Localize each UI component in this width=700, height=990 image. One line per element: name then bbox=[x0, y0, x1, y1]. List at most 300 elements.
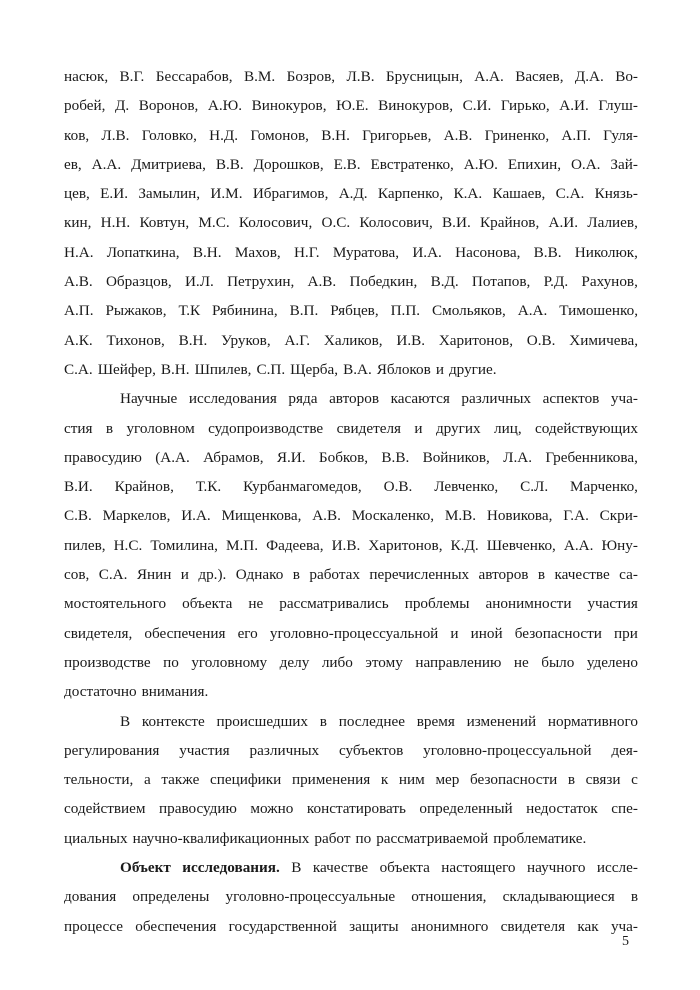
word: и bbox=[180, 566, 189, 584]
word: по bbox=[163, 653, 179, 671]
word: С.Л. bbox=[520, 478, 549, 496]
word: сов, bbox=[64, 566, 90, 584]
word: недостаток bbox=[526, 800, 598, 818]
word: Воронов, bbox=[138, 97, 199, 115]
text-line bbox=[64, 794, 638, 823]
word: Николюк, bbox=[574, 243, 638, 261]
word: А.А. bbox=[91, 155, 122, 173]
word: Научные bbox=[120, 390, 178, 408]
text-line bbox=[64, 267, 638, 296]
word: С.И. bbox=[462, 97, 492, 115]
word: И.М. bbox=[210, 185, 243, 203]
word: в bbox=[105, 419, 114, 437]
word: Карпенко, bbox=[377, 185, 444, 203]
word: А.П. bbox=[64, 302, 94, 320]
word: ряда bbox=[288, 390, 318, 408]
word: Дмитриева, bbox=[131, 155, 206, 173]
text-line bbox=[64, 208, 638, 237]
word: его bbox=[237, 624, 258, 642]
text-line bbox=[64, 589, 638, 618]
word: В.И. bbox=[64, 478, 93, 496]
word: пилев, bbox=[64, 536, 106, 554]
word: Васяев, bbox=[515, 68, 564, 85]
word: Абрамов, bbox=[203, 448, 264, 466]
word: Смольяков, bbox=[432, 302, 506, 320]
word: В.Н. bbox=[321, 126, 350, 144]
word: стия bbox=[64, 419, 93, 437]
word: Щерба, bbox=[290, 360, 339, 378]
word: Епихин, bbox=[507, 155, 562, 173]
word: рассматриваемой bbox=[376, 829, 489, 847]
word: иссле- bbox=[596, 859, 638, 877]
word: Евстратенко, bbox=[370, 155, 454, 173]
word: ев, bbox=[64, 155, 82, 173]
word: делу bbox=[279, 653, 310, 671]
word: качестве bbox=[554, 566, 610, 584]
word: уча- bbox=[610, 917, 638, 935]
word: происшедших bbox=[216, 712, 309, 730]
word: Бессарабов, bbox=[155, 68, 233, 85]
word: Гребенникова, bbox=[545, 448, 638, 466]
word: А.А. bbox=[517, 302, 548, 320]
word: другие. bbox=[448, 360, 497, 378]
word: М.П. bbox=[225, 536, 259, 554]
text-line bbox=[64, 296, 638, 325]
word: В.А. bbox=[343, 360, 372, 378]
word: Григорьев, bbox=[362, 126, 432, 144]
word: В.Н. bbox=[160, 360, 190, 378]
text-line bbox=[64, 707, 638, 736]
text-line bbox=[64, 619, 638, 648]
word: О.В. bbox=[383, 478, 413, 496]
word: (А.А. bbox=[155, 448, 190, 466]
word: правосудию bbox=[159, 800, 237, 818]
word: И.В. bbox=[331, 536, 361, 554]
word: Т.К bbox=[178, 302, 201, 320]
text-line bbox=[64, 326, 638, 355]
word: лиц, bbox=[494, 419, 522, 437]
word: А.А. bbox=[474, 68, 504, 85]
word: Лопаткина, bbox=[106, 243, 180, 261]
word: Е.В. bbox=[333, 155, 361, 173]
word: авторов bbox=[329, 390, 379, 408]
word: в bbox=[630, 888, 638, 906]
word: не bbox=[513, 653, 529, 671]
word: Дорошков, bbox=[253, 155, 324, 173]
text-line bbox=[64, 912, 638, 941]
word: процессе bbox=[64, 917, 123, 935]
word: содействующих bbox=[535, 419, 638, 437]
word: обеспечения bbox=[144, 624, 226, 642]
word: изменений bbox=[466, 712, 537, 730]
word: авторов bbox=[478, 566, 529, 584]
word: А.П. bbox=[561, 126, 591, 144]
word: В.И. bbox=[442, 214, 471, 232]
word: аспектов bbox=[542, 390, 600, 408]
word: складывающиеся bbox=[502, 888, 615, 906]
word: Л.В. bbox=[346, 68, 375, 85]
word: спе- bbox=[611, 800, 638, 818]
word: А.И. bbox=[548, 214, 579, 232]
word: Н.Н. bbox=[100, 214, 131, 232]
word: рассматривались bbox=[279, 595, 389, 613]
word: А.В. bbox=[312, 507, 341, 525]
word: различных bbox=[461, 390, 532, 408]
word: Томилина, bbox=[150, 536, 218, 554]
word: А.К. bbox=[64, 331, 93, 349]
word: насюк, bbox=[64, 68, 109, 85]
heading-word: исследования. bbox=[182, 859, 280, 877]
word: В.П. bbox=[289, 302, 319, 320]
word: либо bbox=[321, 653, 353, 671]
text-line bbox=[64, 501, 638, 530]
word: Бозров, bbox=[286, 68, 336, 85]
text-line bbox=[64, 677, 638, 706]
word: уголовному bbox=[191, 653, 268, 671]
word: Р.Д. bbox=[543, 273, 569, 291]
word: направлению bbox=[415, 653, 502, 671]
text-line bbox=[64, 414, 638, 443]
word: С.П. bbox=[256, 360, 286, 378]
word: робей, bbox=[64, 97, 106, 115]
word: Гомонов, bbox=[250, 126, 309, 144]
word: участия bbox=[179, 741, 230, 759]
word: Ковтун, bbox=[139, 214, 190, 232]
word: дования bbox=[64, 888, 117, 906]
word: Н.С. bbox=[113, 536, 143, 554]
word: Рыжаков, bbox=[105, 302, 167, 320]
word: К.А. bbox=[453, 185, 483, 203]
word: регулирования bbox=[64, 741, 160, 759]
word: Победкин, bbox=[349, 273, 418, 291]
word: Лалиев, bbox=[587, 214, 638, 232]
word: Янин bbox=[136, 566, 172, 584]
word: И.А. bbox=[412, 243, 442, 261]
word: Винокуров, bbox=[378, 97, 454, 115]
word: К.Д. bbox=[450, 536, 479, 554]
word: Потапов, bbox=[471, 273, 531, 291]
word: В bbox=[120, 712, 131, 730]
word: перечисленных bbox=[369, 566, 470, 584]
text-line bbox=[64, 179, 638, 208]
word: Харитонов, bbox=[368, 536, 443, 554]
word: А.Ю. bbox=[463, 155, 498, 173]
word: Маркелов, bbox=[102, 507, 171, 525]
word: Фадеева, bbox=[266, 536, 324, 554]
word: содействием bbox=[64, 800, 146, 818]
text-line-with-heading bbox=[64, 853, 638, 882]
word: В.Н. bbox=[192, 243, 222, 261]
word: нормативного bbox=[547, 712, 638, 730]
word: к bbox=[380, 771, 389, 789]
word: не bbox=[248, 595, 264, 613]
word: уголовном bbox=[126, 419, 195, 437]
word: Гриненко, bbox=[484, 126, 550, 144]
word: Юну- bbox=[601, 536, 638, 554]
word: В.Д. bbox=[430, 273, 459, 291]
word: внимания. bbox=[141, 683, 209, 701]
word: также bbox=[161, 771, 200, 789]
word: Войников, bbox=[422, 448, 490, 466]
word: Во- bbox=[615, 68, 638, 85]
word: работах bbox=[309, 566, 360, 584]
word: Бобков, bbox=[318, 448, 369, 466]
word: при bbox=[614, 624, 638, 642]
page-number: 5 bbox=[622, 934, 629, 949]
word: Д. bbox=[114, 97, 130, 115]
word: А.В. bbox=[64, 273, 93, 291]
word: настоящего bbox=[441, 859, 516, 877]
word: уголовно-процессуальной bbox=[269, 624, 439, 642]
word: участия bbox=[587, 595, 638, 613]
word: работ bbox=[314, 829, 351, 847]
heading-word: Объект bbox=[120, 859, 171, 877]
word: достаточно bbox=[64, 683, 137, 701]
text-line bbox=[64, 824, 638, 853]
text-line bbox=[64, 384, 638, 413]
word: В.М. bbox=[243, 68, 276, 85]
text-line bbox=[64, 150, 638, 179]
word: мостоятельного bbox=[64, 595, 167, 613]
word: было bbox=[541, 653, 575, 671]
word: применения bbox=[291, 771, 371, 789]
word: В.В. bbox=[215, 155, 244, 173]
word: Е.И. bbox=[100, 185, 128, 203]
word: этому bbox=[365, 653, 403, 671]
word: С.А. bbox=[555, 185, 585, 203]
word: в bbox=[292, 566, 300, 584]
word: Харитонов, bbox=[438, 331, 513, 349]
text-line bbox=[64, 882, 638, 911]
word: определенный bbox=[419, 800, 513, 818]
word: А.И. bbox=[559, 97, 589, 115]
word: в bbox=[567, 771, 576, 789]
word: В.В. bbox=[381, 448, 410, 466]
word: цев, bbox=[64, 185, 90, 203]
word: уголовно-процессуальные bbox=[225, 888, 396, 906]
word: Г.А. bbox=[563, 507, 589, 525]
text-line bbox=[64, 91, 638, 120]
word: Шевченко, bbox=[486, 536, 556, 554]
word: А.В. bbox=[443, 126, 473, 144]
word: И.В. bbox=[396, 331, 426, 349]
word: Ибрагимов, bbox=[252, 185, 329, 203]
word: Колосович, bbox=[359, 214, 433, 232]
word: иной bbox=[470, 624, 503, 642]
word: Л.В. bbox=[101, 126, 130, 144]
word: М.В. bbox=[444, 507, 477, 525]
word: И.А. bbox=[181, 507, 211, 525]
word: как bbox=[577, 917, 599, 935]
word: свидетеля, bbox=[64, 624, 133, 642]
word: в bbox=[537, 566, 546, 584]
word: исследования bbox=[188, 390, 277, 408]
word: связи bbox=[585, 771, 621, 789]
word: П.П. bbox=[390, 302, 421, 320]
word: Брусницын, bbox=[385, 68, 463, 85]
word: А.Д. bbox=[338, 185, 368, 203]
word: с bbox=[631, 771, 638, 789]
word: Левченко, bbox=[434, 478, 499, 496]
text-line bbox=[64, 736, 638, 765]
word: А.Ю. bbox=[207, 97, 243, 115]
word: Н.А. bbox=[64, 243, 94, 261]
word: а bbox=[143, 771, 151, 789]
word: Замылин, bbox=[138, 185, 201, 203]
word: Махов, bbox=[234, 243, 281, 261]
word: С.В. bbox=[64, 507, 92, 525]
word: специфики bbox=[209, 771, 282, 789]
word: судопроизводстве bbox=[208, 419, 324, 437]
word: Колосович, bbox=[238, 214, 313, 232]
word: С.А. bbox=[64, 360, 93, 378]
text-line bbox=[64, 531, 638, 560]
word: констатировать bbox=[306, 800, 406, 818]
word: мер bbox=[435, 771, 460, 789]
word: субъектов bbox=[339, 741, 404, 759]
word: качестве bbox=[312, 859, 369, 877]
word: Глуш- bbox=[598, 97, 638, 115]
word: А.А. bbox=[563, 536, 594, 554]
word: Шейфер, bbox=[97, 360, 156, 378]
word: Князь- bbox=[594, 185, 638, 203]
word: Тихонов, bbox=[106, 331, 165, 349]
word: можно bbox=[250, 800, 294, 818]
word: Гуля- bbox=[603, 126, 638, 144]
word: Образцов, bbox=[105, 273, 172, 291]
word: и bbox=[414, 419, 423, 437]
word: ков, bbox=[64, 126, 90, 144]
text-line bbox=[64, 648, 638, 677]
word: Мищенкова, bbox=[221, 507, 302, 525]
word: по bbox=[355, 829, 372, 847]
word: И.Л. bbox=[184, 273, 214, 291]
word: О.С. bbox=[321, 214, 351, 232]
word: М.С. bbox=[198, 214, 230, 232]
word: Кашаев, bbox=[492, 185, 546, 203]
word: объекта bbox=[379, 859, 430, 877]
text-line bbox=[64, 765, 638, 794]
word: Ю.Е. bbox=[336, 97, 369, 115]
word: тельности, bbox=[64, 771, 134, 789]
word: Муратова, bbox=[332, 243, 400, 261]
word: безопасности bbox=[514, 624, 602, 642]
word: государственной bbox=[228, 917, 337, 935]
word: др.). bbox=[198, 566, 227, 584]
word: С.А. bbox=[98, 566, 128, 584]
word: Марченко, bbox=[570, 478, 638, 496]
word: В.Г. bbox=[119, 68, 145, 85]
word: Крайнов, bbox=[479, 214, 540, 232]
word: Тимошенко, bbox=[559, 302, 638, 320]
word: определены bbox=[132, 888, 210, 906]
word: последнее bbox=[338, 712, 406, 730]
word: дея- bbox=[611, 741, 638, 759]
word: и bbox=[450, 624, 459, 642]
word: различных bbox=[249, 741, 320, 759]
word: уча- bbox=[610, 390, 638, 408]
word: Рахунов, bbox=[581, 273, 638, 291]
document-body bbox=[64, 62, 638, 941]
word: Однако bbox=[235, 566, 284, 584]
word: уголовно-процессуальной bbox=[423, 741, 592, 759]
word: Химичева, bbox=[569, 331, 638, 349]
text-line bbox=[64, 121, 638, 150]
word: контексте bbox=[141, 712, 205, 730]
word: Рябцев, bbox=[330, 302, 379, 320]
word: Крайнов, bbox=[114, 478, 174, 496]
word: Винокуров, bbox=[251, 97, 327, 115]
word: уделено bbox=[586, 653, 638, 671]
word: Скри- bbox=[599, 507, 638, 525]
word: свидетеля bbox=[500, 917, 566, 935]
word: защиты bbox=[349, 917, 399, 935]
text-line bbox=[64, 238, 638, 267]
word: А.Г. bbox=[284, 331, 311, 349]
word: О.А. bbox=[570, 155, 601, 173]
word: Головко, bbox=[141, 126, 197, 144]
word: Л.А. bbox=[503, 448, 533, 466]
word: проблематике. bbox=[493, 829, 587, 847]
word: научного bbox=[526, 859, 586, 877]
text-line bbox=[64, 560, 638, 589]
word: В.Н. bbox=[178, 331, 208, 349]
word: В bbox=[291, 859, 302, 877]
word: и bbox=[435, 360, 444, 378]
word: циальных bbox=[64, 829, 128, 847]
word: проблемы bbox=[404, 595, 470, 613]
word: Т.К. bbox=[195, 478, 222, 496]
word: Халиков, bbox=[323, 331, 383, 349]
word: Н.Д. bbox=[209, 126, 239, 144]
word: научно-квалификационных bbox=[132, 829, 310, 847]
text-line bbox=[64, 355, 638, 384]
word: кин, bbox=[64, 214, 92, 232]
word: Новикова, bbox=[486, 507, 553, 525]
word: Уруков, bbox=[221, 331, 271, 349]
text-line bbox=[64, 62, 638, 91]
word: Курбанмагомедов, bbox=[243, 478, 362, 496]
word: Рябинина, bbox=[212, 302, 278, 320]
word: В.В. bbox=[533, 243, 562, 261]
word: Насонова, bbox=[455, 243, 521, 261]
word: Москаленко, bbox=[351, 507, 435, 525]
text-line bbox=[64, 472, 638, 501]
word: Петрухин, bbox=[227, 273, 295, 291]
word: обеспечения bbox=[135, 917, 217, 935]
word: свидетеля bbox=[336, 419, 402, 437]
word: Д.А. bbox=[574, 68, 604, 85]
word: объекта bbox=[182, 595, 233, 613]
word: отношения, bbox=[411, 888, 487, 906]
word: Я.И. bbox=[276, 448, 306, 466]
word: Зай- bbox=[610, 155, 638, 173]
word: Шпилев, bbox=[194, 360, 252, 378]
word: в bbox=[319, 712, 327, 730]
word: производстве bbox=[64, 653, 151, 671]
word: са- bbox=[619, 566, 638, 584]
word: ним bbox=[398, 771, 425, 789]
word: Гирько, bbox=[500, 97, 550, 115]
word: Яблоков bbox=[376, 360, 431, 378]
word: анонимного bbox=[410, 917, 489, 935]
word: Н.Г. bbox=[293, 243, 320, 261]
word: других bbox=[435, 419, 481, 437]
word: касаются bbox=[390, 390, 450, 408]
word: правосудию bbox=[64, 448, 142, 466]
word: О.В. bbox=[526, 331, 556, 349]
word: анонимности bbox=[485, 595, 572, 613]
